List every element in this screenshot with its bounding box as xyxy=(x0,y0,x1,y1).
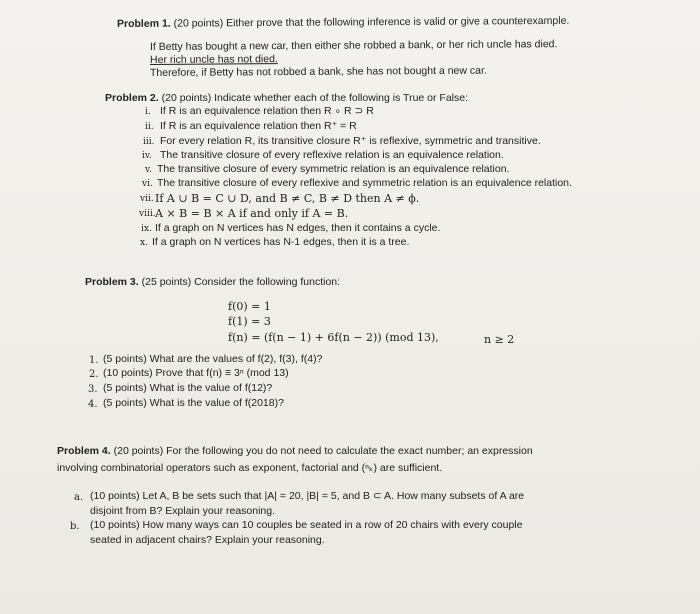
problem-1-heading: Problem 1. xyxy=(116,17,171,30)
problem-2-heading: Problem 2. xyxy=(105,92,159,104)
list-item: The transitive closure of every symmetric relation is an equivalence relation. xyxy=(157,163,510,175)
list-item: The transitive closure of every reflexive relation is an equivalence relation. xyxy=(160,149,504,161)
problem-4a-line-2: disjoint from B? Explain your reasoning. xyxy=(90,505,276,517)
conclusion: Therefore, if Betty has not robbed a bank, she has not bought a new car. xyxy=(149,64,487,79)
problem-1-text: (20 points) Either prove that the following inference is valid or give a counterexample. xyxy=(170,14,570,30)
problem-1-statement xyxy=(117,15,569,31)
list-item: If R is an equivalence relation then R ∘ R ⊃ R xyxy=(160,105,374,117)
list-item: (10 points) Prove that f(n) ≡ 3ⁿ (mod 13) xyxy=(103,367,289,379)
list-item-number: viii. xyxy=(139,209,156,219)
problem-4-statement xyxy=(57,445,533,458)
problem-2-statement xyxy=(105,92,468,105)
list-item-number: 1. xyxy=(89,355,99,366)
problem-4b-line-1: (10 points) How many ways can 10 couples be seated in a row of 20 chairs with every couple xyxy=(90,519,523,531)
list-item-number: vi. xyxy=(142,179,153,189)
recurrence-condition: n ≥ 2 xyxy=(484,333,515,346)
list-item: If A ∪ B = C ∪ D, and B ≠ C, B ≠ D then A ≠ ϕ. xyxy=(155,192,420,205)
list-item: (5 points) What is the value of f(12)? xyxy=(103,382,273,394)
list-item: (5 points) What are the values of f(2), f(3), f(4)? xyxy=(103,353,323,365)
list-item: If a graph on N vertices has N edges, then it contains a cycle. xyxy=(155,222,441,234)
function-recurrence: f(n) = (f(n − 1) + 6f(n − 2)) (mod 13), xyxy=(228,331,439,344)
problem-4-text-line-2: involving combinatorial operators such as exponent, factorial and (ⁿₖ) are sufficient. xyxy=(57,462,443,474)
list-item-number: vii. xyxy=(140,194,154,204)
list-item-number: v. xyxy=(145,165,152,175)
list-item-number: iii. xyxy=(143,137,155,147)
list-item: The transitive closure of every reflexive and symmetric relation is an equivalence relation. xyxy=(157,177,572,189)
problem-2-text: (20 points) Indicate whether each of the following is True or False: xyxy=(158,92,469,104)
list-item-number: x. xyxy=(140,238,148,248)
list-item-number: a. xyxy=(74,492,84,503)
problem-3-heading: Problem 3. xyxy=(85,276,139,288)
premise-2: Her rich uncle has not died. xyxy=(149,53,278,66)
list-item-number: ix. xyxy=(141,224,152,234)
list-item-number: iv. xyxy=(142,151,152,161)
list-item-number: 4. xyxy=(88,399,98,410)
premise-1: If Betty has bought a new car, then either she robbed a bank, or her rich uncle has died. xyxy=(149,38,558,53)
problem-3-text: (25 points) Consider the following function: xyxy=(138,276,341,288)
list-item-number: 2. xyxy=(89,369,99,380)
problem-4b-line-2: seated in adjacent chairs? Explain your reasoning. xyxy=(90,534,325,546)
problem-4-heading: Problem 4. xyxy=(57,445,111,457)
list-item: If R is an equivalence relation then R⁺ = R xyxy=(160,120,357,132)
list-item-number: ii. xyxy=(145,122,154,132)
problem-4-text: (20 points) For the following you do not need to calculate the exact number; an expression xyxy=(110,445,533,457)
list-item-number: b. xyxy=(70,521,80,532)
function-f0: f(0) = 1 xyxy=(228,300,271,313)
list-item: If a graph on N vertices has N-1 edges, then it is a tree. xyxy=(152,236,410,248)
list-item-number: 3. xyxy=(88,384,98,395)
list-item: A × B = B × A if and only if A = B. xyxy=(155,207,349,220)
list-item: For every relation R, its transitive closure R⁺ is reflexive, symmetric and transitive. xyxy=(160,135,541,147)
function-f1: f(1) = 3 xyxy=(228,315,271,328)
list-item-number: i. xyxy=(145,107,151,117)
list-item: (5 points) What is the value of f(2018)? xyxy=(103,397,284,409)
problem-4a-line-1: (10 points) Let A, B be sets such that |A| = 20, |B| = 5, and B ⊂ A. How many subsets of A are xyxy=(90,490,525,502)
problem-3-statement xyxy=(85,276,340,289)
